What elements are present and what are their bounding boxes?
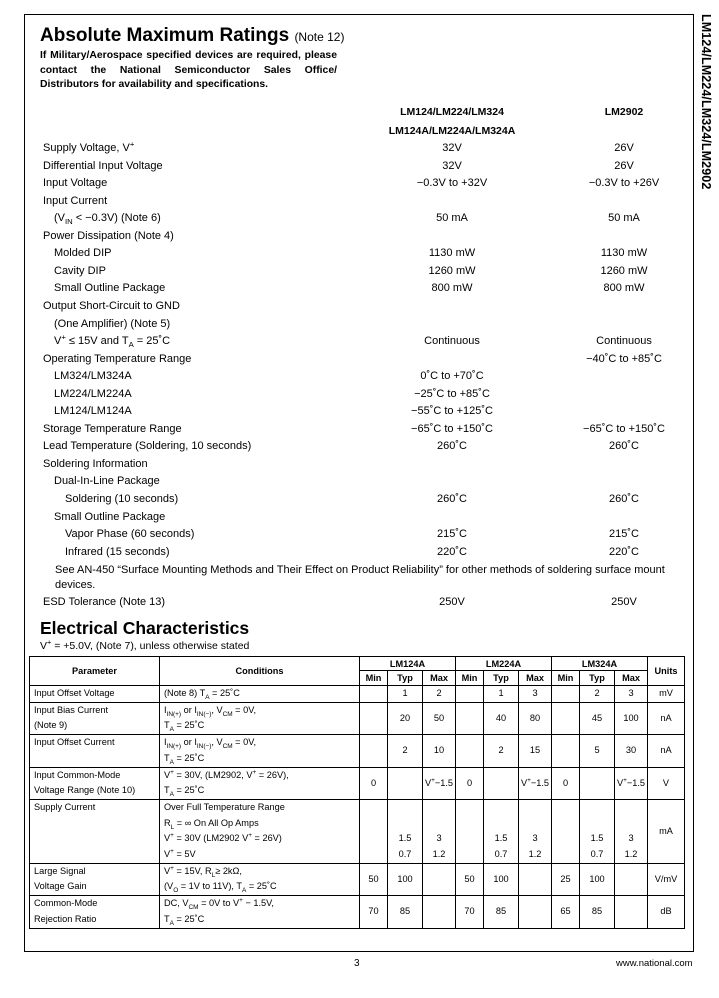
ec-conditions-cell: (Note 8) $T_A$ = 25˚C xyxy=(160,686,360,703)
ec-parameter-cell: Input Offset Voltage xyxy=(30,686,160,703)
table-row xyxy=(30,735,685,767)
ec-value-cell: 85 xyxy=(388,896,423,928)
amr-row-c1: 1130 mW xyxy=(428,247,476,260)
amr-row-label: Molded DIP xyxy=(54,247,112,260)
ec-value-cell: 1.5 0.7 xyxy=(580,799,615,863)
amr-row xyxy=(0,456,719,473)
ec-value-cell: 50 xyxy=(360,863,388,895)
amr-row-c2: 800 mW xyxy=(603,282,645,295)
amr-row-label: LM324/LM324A xyxy=(54,370,132,383)
amr-row-label: Small Outline Package xyxy=(54,282,166,295)
side-title: LM124/LM224/LM324/LM2902 xyxy=(699,14,713,190)
ec-value-cell: V+−1.5 xyxy=(423,767,456,799)
amr-row-c2: 50 mA xyxy=(608,212,640,225)
ec-value-cell xyxy=(423,863,456,895)
amr-esd-label: ESD Tolerance (Note 13) xyxy=(43,596,166,608)
ec-units-cell: V/mV xyxy=(648,863,685,895)
amr-row xyxy=(0,351,719,368)
amr-row xyxy=(0,333,719,350)
ec-conditions-cell: V+ = 30V, (LM2902, V+ = 26V), $T_A$ = 25˚C xyxy=(160,767,360,799)
amr-row-label: Supply Voltage, V+ xyxy=(43,139,135,154)
ec-value-cell: 100 xyxy=(388,863,423,895)
amr-row-c2: 26V xyxy=(614,142,634,154)
ec-value-cell: 0 xyxy=(552,767,580,799)
ec-value-cell: 70 xyxy=(456,896,484,928)
ec-header-units: Units xyxy=(648,657,685,686)
amr-row-c2: Continuous xyxy=(596,335,652,348)
ec-value-cell: 40 xyxy=(484,702,519,734)
table-row xyxy=(30,702,685,734)
amr-row xyxy=(0,263,719,280)
amr-row xyxy=(0,280,719,297)
ec-parameter-cell: Input Bias Current (Note 9) xyxy=(30,702,160,734)
amr-row-label: $(V_{IN} < -0.3V)$ (Note 6) xyxy=(54,212,161,227)
amr-row-label: LM224/LM224A xyxy=(54,387,132,400)
ec-value-cell: 15 xyxy=(519,735,552,767)
ec-header-group: LM224A xyxy=(456,657,552,671)
amr-row-label: LM124/LM124A xyxy=(54,405,132,418)
table-row xyxy=(30,767,685,799)
ec-header-group: LM324A xyxy=(552,657,648,671)
ec-value-cell: 85 xyxy=(484,896,519,928)
amr-row-c1: 260˚C xyxy=(437,493,467,505)
ec-units-cell: mV xyxy=(648,686,685,703)
amr-warning: If Military/Aerospace specified devices are required, please contact the National Semiconductor Sales Office/ Distributors for availability and specifications. xyxy=(40,50,337,90)
amr-row-label: Operating Temperature Range xyxy=(43,352,192,365)
amr-col1-header-1: LM124/LM224/LM324 xyxy=(400,106,504,118)
ec-value-cell xyxy=(423,896,456,928)
amr-row-c1: 32V xyxy=(442,142,462,154)
ec-value-cell: 10 xyxy=(423,735,456,767)
amr-row-c1: 260˚C xyxy=(437,440,467,453)
ec-value-cell xyxy=(360,702,388,734)
amr-row xyxy=(0,316,719,333)
amr-row-c2: 26V xyxy=(614,159,634,172)
amr-row xyxy=(0,421,719,438)
amr-row-label: Infrared (15 seconds) xyxy=(65,545,170,558)
ec-header-sub: Typ xyxy=(484,671,519,686)
amr-title-text: Absolute Maximum Ratings xyxy=(40,25,290,46)
ec-units-cell: mA xyxy=(648,799,685,863)
amr-row-c1: −0.3V to +32V xyxy=(416,177,488,190)
amr-col2-header: LM2902 xyxy=(604,106,644,118)
ec-value-cell: 20 xyxy=(388,702,423,734)
ec-value-cell xyxy=(456,702,484,734)
ec-parameter-cell: Large Signal Voltage Gain xyxy=(30,863,160,895)
amr-row xyxy=(0,438,719,455)
amr-row-c1: 32V xyxy=(442,159,462,172)
ec-value-cell xyxy=(360,735,388,767)
ec-value-cell: 3 1.2 xyxy=(615,799,648,863)
ec-value-cell: 1 xyxy=(484,686,519,703)
amr-row-c2: 1130 mW xyxy=(600,247,648,260)
amr-row xyxy=(0,526,719,543)
ec-units-cell: dB xyxy=(648,896,685,928)
amr-row xyxy=(0,210,719,227)
ec-conditions-cell: Over Full Temperature Range $R_L$ = ∞ On All Op Amps V+ = 30V (LM2902 V+ = 26V) V+ = 5V xyxy=(160,799,360,863)
amr-row-c1: 220˚C xyxy=(437,545,467,558)
ec-units-cell: V xyxy=(648,767,685,799)
table-row xyxy=(30,863,685,895)
amr-col1-header-2: LM124A/LM224A/LM324A xyxy=(388,125,516,137)
amr-row-label: Differential Input Voltage xyxy=(43,159,163,172)
ec-conditions-cell: V+ = 15V, $R_L\ge 2k\Omega$, ($V_O = 1V$ to 11V), $T_A$ = 25˚C xyxy=(160,863,360,895)
ec-value-cell: 85 xyxy=(580,896,615,928)
amr-row-c2: −0.3V to +26V xyxy=(588,177,660,190)
ec-header-conditions: Conditions xyxy=(160,657,360,686)
ec-value-cell xyxy=(519,896,552,928)
amr-esd-row xyxy=(0,594,719,611)
table-row xyxy=(30,686,685,703)
ec-value-cell: 3 xyxy=(615,686,648,703)
ec-value-cell: 65 xyxy=(552,896,580,928)
ec-conditions-cell: DC, $V_{CM} = 0V$ to V+ − 1.5V, $T_A$ = 25˚C xyxy=(160,896,360,928)
amr-row-c1: 50 mA xyxy=(436,212,468,225)
ec-header-sub: Min xyxy=(552,671,580,686)
ec-header-sub: Max xyxy=(615,671,648,686)
amr-row-c2: 260˚C xyxy=(609,493,639,505)
amr-row xyxy=(0,473,719,490)
ec-value-cell: 45 xyxy=(580,702,615,734)
amr-row-label: Output Short-Circuit to GND xyxy=(43,299,180,312)
ec-conditions-cell: $I_{IN(+)}$ or $I_{IN(-)}$, $V_{CM} = 0V$, $T_A$ = 25˚C xyxy=(160,702,360,734)
ec-value-cell xyxy=(615,863,648,895)
ec-units-cell: nA xyxy=(648,735,685,767)
ec-value-cell: 5 xyxy=(580,735,615,767)
ec-header-sub: Max xyxy=(519,671,552,686)
ec-value-cell: 2 xyxy=(484,735,519,767)
amr-title xyxy=(40,25,344,47)
ec-value-cell: 100 xyxy=(580,863,615,895)
ec-header-parameter: Parameter xyxy=(30,657,160,686)
amr-row-c1: −65˚C to +150˚C xyxy=(411,422,493,435)
amr-row xyxy=(0,298,719,315)
amr-row-label: Dual-In-Line Package xyxy=(54,475,160,488)
ec-value-cell: 2 xyxy=(423,686,456,703)
amr-row-c1: 800 mW xyxy=(431,282,473,295)
ec-value-cell: 70 xyxy=(360,896,388,928)
amr-row-label: Storage Temperature Range xyxy=(43,422,182,435)
ec-value-cell: 100 xyxy=(484,863,519,895)
ec-value-cell: 2 xyxy=(580,686,615,703)
amr-row-c1: 1260 mW xyxy=(428,264,476,277)
amr-row-c1: 0˚C to +70˚C xyxy=(420,370,484,383)
amr-esd-c2: 250V xyxy=(611,596,637,608)
ec-header-sub: Min xyxy=(360,671,388,686)
amr-row-c1: −55˚C to +125˚C xyxy=(411,405,493,418)
table-row xyxy=(30,799,685,863)
amr-row-label: Cavity DIP xyxy=(54,264,106,277)
ec-value-cell: 1 xyxy=(388,686,423,703)
amr-row-label: Power Dissipation (Note 4) xyxy=(43,229,174,242)
amr-title-note: (Note 12) xyxy=(294,30,345,44)
ec-value-cell xyxy=(580,767,615,799)
ec-value-cell xyxy=(552,702,580,734)
amr-row xyxy=(0,509,719,526)
amr-row-c1: −25˚C to +85˚C xyxy=(414,387,490,400)
amr-row-c2: 215˚C xyxy=(609,528,639,541)
amr-row-c2: −65˚C to +150˚C xyxy=(583,422,665,435)
ec-title: Electrical Characteristics xyxy=(40,618,250,638)
ec-value-cell: 3 1.2 xyxy=(423,799,456,863)
amr-row-label: (One Amplifier) (Note 5) xyxy=(54,317,171,330)
amr-row-label: Soldering (10 seconds) xyxy=(65,493,179,505)
ec-conditions-cell: $I_{IN(+)}$ or $I_{IN(-)}$, $V_{CM} = 0V$, $T_A$ = 25˚C xyxy=(160,735,360,767)
amr-row xyxy=(0,193,719,210)
amr-row-label: Small Outline Package xyxy=(54,510,166,523)
amr-row xyxy=(0,491,719,508)
ec-value-cell: 30 xyxy=(615,735,648,767)
ec-value-cell: 50 xyxy=(423,702,456,734)
ec-value-cell xyxy=(552,686,580,703)
ec-value-cell xyxy=(484,767,519,799)
amr-row xyxy=(0,175,719,192)
ec-header-sub: Typ xyxy=(388,671,423,686)
amr-row-c2: 220˚C xyxy=(609,545,639,558)
ec-value-cell: 0 xyxy=(456,767,484,799)
footer-website[interactable]: www.national.com xyxy=(616,958,693,969)
ec-header-group: LM124A xyxy=(360,657,456,671)
ec-value-cell: 1.5 0.7 xyxy=(484,799,519,863)
ec-parameter-cell: Input Common-Mode Voltage Range (Note 10) xyxy=(30,767,160,799)
ec-value-cell xyxy=(552,735,580,767)
amr-row xyxy=(0,158,719,175)
table-row xyxy=(30,896,685,928)
amr-row xyxy=(0,544,719,561)
amr-row-label: V+ ≤ 15V and $T_A$ = 25˚C xyxy=(54,332,171,350)
amr-row-c1: 215˚C xyxy=(437,528,467,541)
ec-value-cell xyxy=(360,686,388,703)
amr-row-label: Soldering Information xyxy=(43,457,148,470)
ec-value-cell: 3 1.2 xyxy=(519,799,552,863)
ec-parameter-cell: Supply Current xyxy=(30,799,160,863)
ec-header-sub: Min xyxy=(456,671,484,686)
ec-value-cell xyxy=(519,863,552,895)
amr-row-c2: −40˚C to +85˚C xyxy=(586,352,662,365)
ec-value-cell xyxy=(552,799,580,863)
amr-row xyxy=(0,245,719,262)
ec-value-cell: 3 xyxy=(519,686,552,703)
amr-row-label: Vapor Phase (60 seconds) xyxy=(65,528,195,541)
amr-row xyxy=(0,403,719,420)
ec-subtitle: V+ = +5.0V, (Note 7), unless otherwise stated xyxy=(40,637,250,652)
ec-value-cell xyxy=(456,735,484,767)
ec-value-cell: 1.5 0.7 xyxy=(388,799,423,863)
amr-row xyxy=(0,368,719,385)
amr-row-c1: Continuous xyxy=(424,335,480,348)
ec-value-cell: V+−1.5 xyxy=(519,767,552,799)
amr-row-label: Lead Temperature (Soldering, 10 seconds) xyxy=(43,440,252,453)
ec-value-cell xyxy=(388,767,423,799)
amr-row xyxy=(0,228,719,245)
ec-parameter-cell: Input Offset Current xyxy=(30,735,160,767)
ec-value-cell: 25 xyxy=(552,863,580,895)
ec-table xyxy=(29,656,685,929)
amr-row xyxy=(0,386,719,403)
page-number: 3 xyxy=(354,958,360,969)
ec-value-cell: 2 xyxy=(388,735,423,767)
amr-row-label: Input Voltage xyxy=(43,177,108,190)
amr-esd-c1: 250V xyxy=(439,596,465,608)
ec-parameter-cell: Common-Mode Rejection Ratio xyxy=(30,896,160,928)
amr-row-label: Input Current xyxy=(43,194,108,207)
ec-value-cell xyxy=(456,686,484,703)
ec-value-cell: 0 xyxy=(360,767,388,799)
ec-value-cell xyxy=(615,896,648,928)
ec-value-cell: 80 xyxy=(519,702,552,734)
ec-value-cell xyxy=(360,799,388,863)
ec-header-sub: Max xyxy=(423,671,456,686)
ec-value-cell: 50 xyxy=(456,863,484,895)
ec-units-cell: nA xyxy=(648,702,685,734)
ec-value-cell: V+−1.5 xyxy=(615,767,648,799)
amr-row xyxy=(0,140,719,157)
amr-row-c2: 1260 mW xyxy=(600,264,648,277)
ec-value-cell: 100 xyxy=(615,702,648,734)
amr-see-note: See AN-450 “Surface Mounting Methods and Their Effect on Product Reliability” for other methods of soldering surface mount devices. xyxy=(55,564,665,591)
amr-row-c2: 260˚C xyxy=(609,440,639,453)
ec-header-sub: Typ xyxy=(580,671,615,686)
ec-value-cell xyxy=(456,799,484,863)
